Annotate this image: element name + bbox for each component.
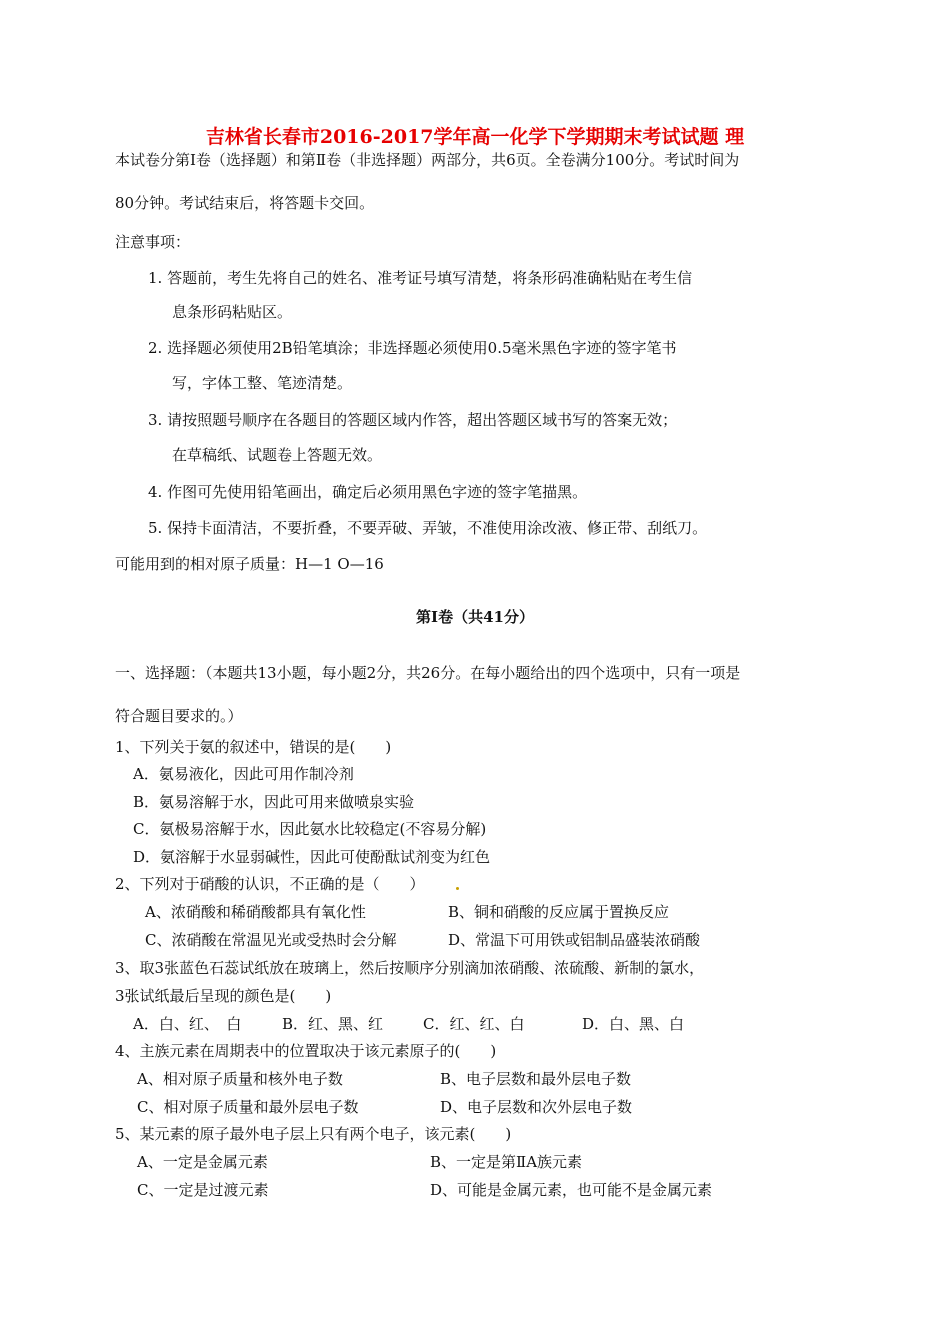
question-2-option-a: A、浓硝酸和稀硝酸都具有氧化性	[145, 903, 366, 921]
question-4-option-a: A、相对原子质量和核外电子数	[137, 1070, 343, 1088]
exam-title: 吉林省长春市2016-2017学年高一化学下学期期末考试试题 理	[205, 126, 745, 148]
question-1-option-d: D．氨溶解于水显弱碱性，因此可使酚酞试剂变为红色	[133, 848, 491, 866]
question-2-stem: 2、下列对于硝酸的认识，不正确的是（ ）	[115, 875, 425, 893]
question-4-stem: 4、主族元素在周期表中的位置取决于该元素原子的( )	[115, 1042, 497, 1060]
question-1-option-b: B．氨易溶解于水，因此可用来做喷泉实验	[133, 793, 415, 811]
question-5-option-a: A、一定是金属元素	[137, 1153, 268, 1171]
question-5-option-b: B、一定是第ⅡA族元素	[430, 1153, 583, 1171]
question-1-option-c: C．氨极易溶解于水，因此氨水比较稳定(不容易分解)	[133, 820, 487, 838]
atomic-mass-line: 可能用到的相对原子质量：H—1 O—16	[115, 555, 384, 573]
question-1-option-a: A．氨易液化，因此可用作制冷剂	[133, 765, 354, 783]
part1-instructions-line-2: 符合题目要求的。）	[115, 707, 243, 725]
notice-item-2: 2. 选择题必须使用2B铅笔填涂；非选择题必须使用0.5毫米黑色字迹的签字笔书	[148, 339, 677, 357]
question-3-option-c: C．红、红、白	[423, 1015, 525, 1033]
decorative-dot	[456, 887, 459, 890]
question-3-option-a: A．白、红、 白	[133, 1015, 242, 1033]
question-2-option-d: D、常温下可用铁或铝制品盛装浓硝酸	[448, 931, 701, 949]
question-5-option-d: D、可能是金属元素，也可能不是金属元素	[430, 1181, 713, 1199]
notice-item-5: 5. 保持卡面清洁，不要折叠，不要弄破、弄皱，不准使用涂改液、修正带、刮纸刀。	[148, 519, 708, 537]
question-4-option-d: D、电子层数和次外层电子数	[440, 1098, 633, 1116]
question-2-option-c: C、浓硝酸在常温见光或受热时会分解	[145, 931, 397, 949]
notice-heading: 注意事项：	[115, 233, 191, 251]
question-3-stem-cont: 3张试纸最后呈现的颜色是( )	[115, 987, 332, 1005]
section-title: 第Ⅰ卷（共41分）	[416, 608, 534, 626]
intro-line-1: 本试卷分第Ⅰ卷（选择题）和第Ⅱ卷（非选择题）两部分，共6页。全卷满分100分。考试时间为	[115, 151, 740, 169]
notice-item-3: 3. 请按照题号顺序在各题目的答题区域内作答，超出答题区域书写的答案无效；	[148, 411, 678, 429]
notice-item-3-cont: 在草稿纸、试题卷上答题无效。	[172, 446, 383, 464]
question-3-option-b: B．红、黑、红	[282, 1015, 384, 1033]
notice-item-4: 4. 作图可先使用铅笔画出，确定后必须用黑色字迹的签字笔描黑。	[148, 483, 588, 501]
question-5-stem: 5、某元素的原子最外电子层上只有两个电子，该元素( )	[115, 1125, 512, 1143]
part1-instructions-line-1: 一、选择题：（本题共13小题，每小题2分，共26分。在每小题给出的四个选项中，只有一项是	[115, 664, 741, 682]
question-1-stem: 1、下列关于氨的叙述中，错误的是( )	[115, 738, 392, 756]
notice-item-1-cont: 息条形码粘贴区。	[172, 303, 293, 321]
intro-line-2: 80分钟。考试结束后，将答题卡交回。	[115, 194, 375, 212]
question-4-option-b: B、电子层数和最外层电子数	[440, 1070, 632, 1088]
question-2-option-b: B、铜和硝酸的反应属于置换反应	[448, 903, 670, 921]
question-4-option-c: C、相对原子质量和最外层电子数	[137, 1098, 359, 1116]
notice-item-2-cont: 写，字体工整、笔迹清楚。	[172, 374, 353, 392]
notice-item-1: 1. 答题前，考生先将自己的姓名、准考证号填写清楚，将条形码准确粘贴在考生信	[148, 269, 693, 287]
question-5-option-c: C、一定是过渡元素	[137, 1181, 269, 1199]
question-3-option-d: D．白、黑、白	[582, 1015, 685, 1033]
question-3-stem: 3、取3张蓝色石蕊试纸放在玻璃上，然后按顺序分别滴加浓硝酸、浓硫酸、新制的氯水，	[115, 959, 705, 977]
